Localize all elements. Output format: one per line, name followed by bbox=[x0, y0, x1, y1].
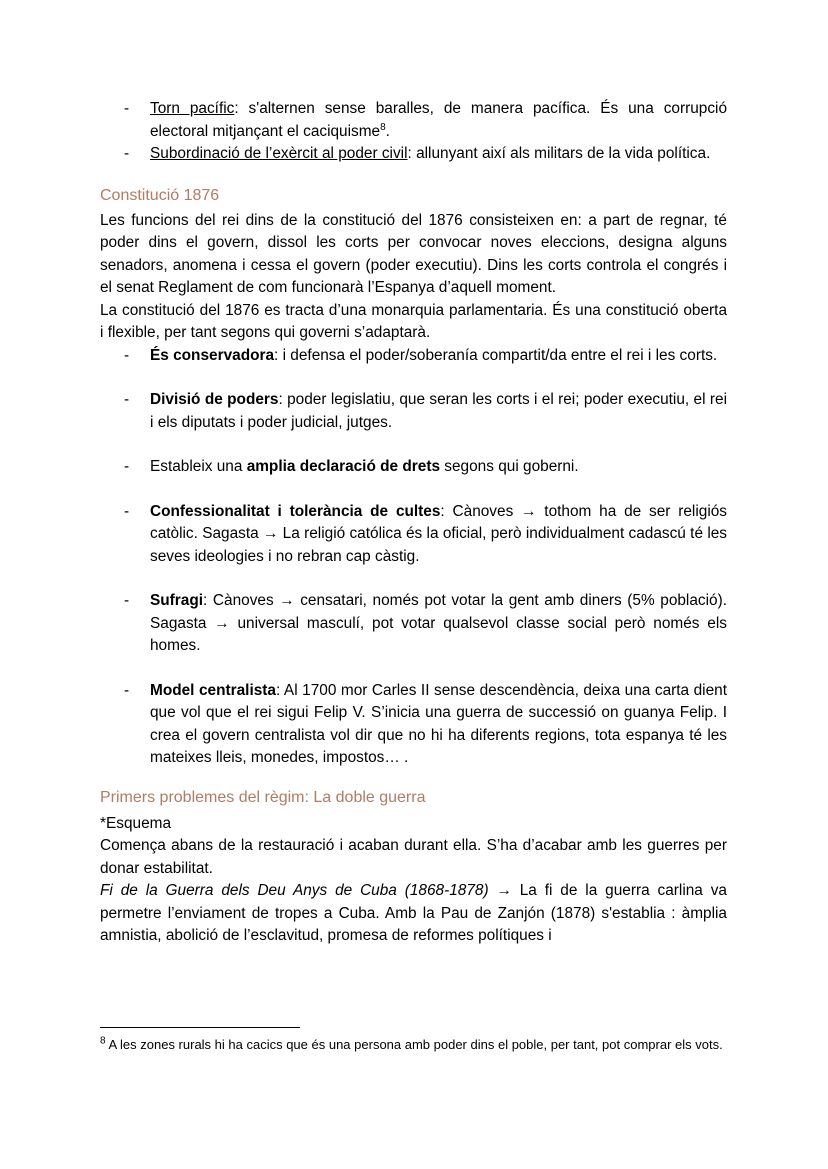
document-page bbox=[100, 98, 727, 948]
list-item: - Confessionalitat i tolerància de cultes: Cànoves → tothom ha de ser religiós catòlic. Sagasta → La religió católica és la oficial, però individualment cadascú té les seves ideologies i no rebran cap càstig. bbox=[100, 501, 727, 569]
constitution-list bbox=[100, 345, 727, 770]
list-item: - Subordinació de l’exèrcit al poder civil: allunyant així als militars de la vida política. bbox=[100, 143, 727, 166]
list-item: - Sufragi: Cànoves → censatari, només pot votar la gent amb diners (5% població). Sagasta → universal masculí, pot votar qualsevol classe social però només els homes. bbox=[100, 590, 727, 658]
term-label: Torn pacífic bbox=[150, 100, 235, 117]
paragraph: Fi de la Guerra dels Deu Anys de Cuba (1868-1878) → La fi de la guerra carlina va permetre l’enviament de tropes a Cuba. Amb la Pau de Zanjón (1878) s'establia : àmplia amnistia, abolició de l’esclavitud, promesa de reformes polítiques i bbox=[100, 882, 727, 944]
term-label: Subordinació de l’exèrcit al poder civil bbox=[150, 145, 408, 162]
paragraph: *Esquema bbox=[100, 814, 172, 832]
footnote-divider bbox=[100, 1027, 300, 1028]
paragraph: Les funcions del rei dins de la constitució del 1876 consisteixen en: a part de regnar, té poder dins el govern, dissol les corts per convocar noves eleccions, designa alguns senadors, anomena i cessa el govern (poder executiu). Dins les corts controla el congrés i el senat Reglament de com funcionarà l’Espanya d’aquell moment. bbox=[100, 211, 727, 296]
paragraph: Comença abans de la restauració i acaban durant ella. S’ha d’acabar amb les guerres per donar estabilitat. bbox=[100, 837, 727, 877]
list-item: - Torn pacífic: s'alternen sense baralles, de manera pacífica. És una corrupció electoral mitjançant el caciquisme$^8$. bbox=[100, 98, 727, 143]
intro-list bbox=[100, 98, 727, 166]
footnote-ref[interactable]: 8 bbox=[380, 121, 386, 133]
section-heading: Primers problemes del règim: La doble guerra bbox=[100, 788, 426, 806]
list-item: - És conservadora: i defensa el poder/soberanía compartit/da entre el rei i les corts. bbox=[100, 345, 727, 368]
list-item: - Model centralista: Al 1700 mor Carles II sense descendència, deixa una carta dient que vol que el rei sigui Felip V. S’inicia una guerra de successió on guanya Felip. I crea el govern centralista vol dir que no hi ha diferents regions, tota espanya té les mateixes lleis, monedes, impostos… . bbox=[100, 680, 727, 770]
list-item: - Estableix una amplia declaració de drets segons qui goberni. bbox=[100, 456, 727, 479]
section-heading: Constitució 1876 bbox=[100, 186, 220, 204]
paragraph: La constitució del 1876 es tracta d’una monarquia parlamentaria. És una constitució oberta i flexible, per tant segons qui governi s’adaptarà. bbox=[100, 301, 727, 341]
footnote: $^8$ A les zones rurals hi ha cacics que és una persona amb poder dins el poble, per tant, pot comprar els vots. bbox=[100, 1035, 723, 1052]
list-item: - Divisió de poders: poder legislatiu, que seran les corts i el rei; poder executiu, el rei i els diputats i poder judicial, jutges. bbox=[100, 389, 727, 434]
